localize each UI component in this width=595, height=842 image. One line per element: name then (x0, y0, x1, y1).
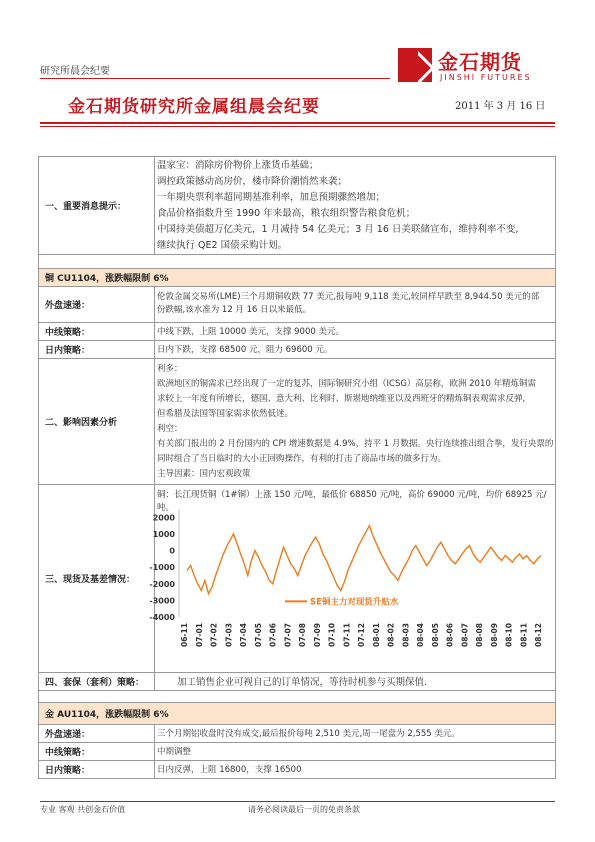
x-tick-label: 08-07 (460, 623, 470, 647)
series-line (187, 526, 541, 594)
x-tick-label: 08-01 (371, 623, 381, 647)
x-tick-label: 08-02 (386, 623, 396, 647)
cu-outer-line: 伦敦金属交易所(LME)三个月期铜收跌 77 美元,报每吨 9,118 美元,较同样早跌至 8,944.50 美元的部 (157, 292, 540, 302)
department-label: 研究所晨会纪要 (40, 66, 110, 77)
au-day-label: 日内策略： (39, 761, 155, 778)
x-tick-label: 07-09 (312, 623, 322, 647)
au-mid-text: 中期调整 (157, 747, 192, 757)
x-tick-label: 07-07 (283, 623, 293, 647)
au-outer-row (38, 724, 556, 742)
header-rule (40, 78, 390, 79)
cu-outer-line: 份跌幅,该水准为 12 月 16 日以来最低。 (157, 305, 312, 315)
logo-chinese-name: 金石期货 (438, 50, 522, 74)
x-tick-label: 08-04 (416, 623, 425, 647)
cu-day-row (38, 340, 556, 358)
news-line: 中国持美债超万亿美元，1 月减持 54 亿美元；3 月 16 日美联储宣布，维持利率不变, (157, 224, 519, 235)
x-tick-label: 08-11 (519, 623, 529, 647)
cu-hedge-row (38, 672, 556, 690)
footer-slogan: 专业 客观 共创金石价值 (40, 805, 126, 814)
au-band: 金 AU1104，涨跌幅限制 6% (38, 702, 556, 724)
x-tick-label: 07-08 (298, 623, 307, 647)
au-day-row (38, 760, 556, 779)
basis-chart (149, 503, 552, 671)
cu-mid-row (38, 322, 556, 340)
factor-line: 主导因素：国内宏观政策 (157, 469, 251, 479)
news-line: 调控政策撼动高房价，楼市降价潮悄然来袭； (157, 176, 348, 187)
cu-spot-text: 铜：长江现货铜（1#铜）上涨 150 元/吨，最低价 68850 元/吨，高价 69000 元/吨，均价 68925 元/吨。 (157, 490, 547, 513)
y-tick-label: -1000 (149, 563, 175, 573)
cu-factor-row (38, 358, 556, 484)
x-tick-label: 06-11 (180, 623, 189, 647)
x-tick-label: 07-03 (224, 623, 234, 647)
x-tick-label: 07-04 (239, 623, 248, 647)
x-tick-label: 08-12 (534, 623, 543, 647)
au-mid-row (38, 742, 556, 760)
cu-spot-label: 三、现货及基差情况： (39, 485, 155, 672)
news-line: 继续执行 QE2 国债采购计划。 (157, 240, 288, 251)
y-tick-label: 2000 (152, 513, 175, 523)
x-tick-label: 07-05 (253, 623, 263, 647)
cu-mid-text: 中线下跌，上阻 10000 美元，支撑 9000 美元。 (157, 327, 344, 337)
logo-english-name: JINSHI FUTURES (440, 73, 532, 82)
news-line: 温家宝：消除房价物价上涨货币基础； (157, 160, 319, 171)
x-tick-label: 08-10 (504, 623, 514, 647)
factor-line: 求较上一年度有所增长，德国、意大利、比利时、斯堪地纳维亚以及西班牙的精炼铜表观需求反弹, (157, 394, 526, 404)
legend-label: SE铜主力对现货升贴水 (310, 597, 399, 608)
x-tick-label: 08-09 (489, 623, 499, 647)
footer-rule (40, 801, 555, 802)
x-tick-label: 08-06 (445, 623, 455, 647)
y-tick-label: -3000 (149, 596, 175, 606)
cu-hedge-label: 四、套保（套利）策略： (39, 673, 155, 690)
au-outer-text: 三个月期铝收盘时没有成交,最后报价每吨 2,510 美元,周一尾盘为 2,555 美元。 (157, 729, 460, 739)
report-date: 2011 年 3 月 16 日 (455, 101, 546, 112)
cu-day-label: 日内策略： (39, 341, 155, 358)
x-tick-label: 08-05 (430, 623, 440, 647)
cu-outer-label: 外盘速递： (39, 287, 155, 322)
y-tick-label: 1000 (152, 529, 175, 539)
cu-day-text: 日内下跌，支撑 68500 元，阻力 69600 元。 (157, 345, 333, 355)
footer-disclaimer: 请务必阅读最后一页的免责条款 (248, 805, 360, 814)
y-tick-label: -4000 (149, 613, 175, 622)
factor-line: 同时组合了当日临时的大小正回购操作，有利的打击了商品市场的做多行为。 (157, 454, 447, 464)
factor-line: 有关部门报出的 2 月份国内的 CPI 增速数据是 4.9%，持平 1 月数据。央行连续推出组合拳，发行央票的 (157, 439, 554, 449)
x-tick-label: 08-08 (475, 623, 484, 647)
news-row (38, 156, 556, 254)
cu-factor-content (157, 362, 553, 482)
factor-line: 利多： (157, 364, 183, 374)
spacer-row (38, 690, 556, 702)
spacer-row (38, 254, 556, 268)
cu-outer-row (38, 286, 556, 322)
news-content (157, 158, 553, 254)
news-line: 食品价格指数升至 1990 年来最高，粮农组织警告粮食危机； (157, 208, 416, 219)
y-tick-label: -2000 (149, 579, 175, 589)
cu-mid-label: 中线策略： (39, 323, 155, 340)
company-logo (398, 46, 548, 86)
x-tick-label: 07-10 (327, 623, 337, 647)
x-tick-label: 07-12 (357, 623, 366, 647)
factor-line: 欧洲地区的铜需求已经出现了一定的复苏，国际铜研究小组（ICSG）高层称，欧洲 2010 年精炼铜需 (157, 379, 536, 389)
cu-band: 铜 CU1104，涨跌幅限制 6% (38, 268, 556, 286)
cu-hedge-text: 加工销售企业可视自己的订单情况，等待时机参与买期保值. (177, 677, 428, 688)
x-tick-label: 07-02 (209, 623, 219, 647)
au-day-text: 日内反弹，上阻 16800，支撑 16500 (157, 765, 302, 775)
au-outer-label: 外盘速递： (39, 725, 155, 742)
cu-spot-row (38, 484, 556, 672)
y-tick-label: 0 (169, 546, 175, 556)
title-rule-thin (40, 126, 555, 127)
news-label: 一、重要消息提示： (39, 157, 155, 254)
page-title: 金石期货研究所金属组晨会纪要 (68, 97, 320, 117)
cu-outer-content (157, 291, 553, 317)
au-mid-label: 中线策略： (39, 743, 155, 760)
x-tick-label: 08-03 (401, 623, 411, 647)
logo-mark-icon (398, 48, 432, 82)
news-line: 一年期央票利率超同期基准利率，加息预期骤然增加； (157, 192, 386, 203)
cu-factor-label: 二、影响因素分析 (39, 359, 155, 484)
factor-line: 但希腊及法国等国家需求依然低迷。 (157, 409, 294, 419)
title-rule (40, 122, 555, 124)
x-tick-label: 07-01 (194, 623, 204, 647)
x-tick-label: 07-06 (268, 623, 278, 647)
x-tick-label: 07-11 (342, 623, 352, 647)
factor-line: 利空： (157, 424, 183, 434)
